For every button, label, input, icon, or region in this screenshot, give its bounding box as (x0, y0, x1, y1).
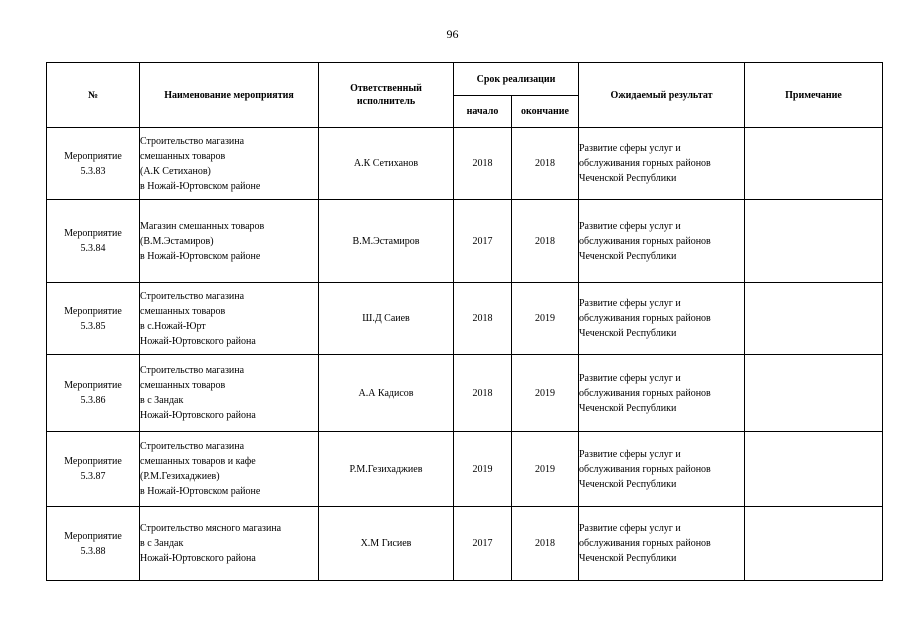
expected-result-cell-line: Развитие сферы услуг и (579, 220, 681, 232)
table-row (47, 200, 883, 283)
activity-number-cell-line: 5.3.83 (80, 165, 106, 177)
header-number: № (47, 63, 140, 128)
activity-name-cell (140, 355, 319, 432)
expected-result-cell (579, 432, 745, 507)
table-row (47, 507, 883, 581)
end-year-cell: 2019 (512, 355, 579, 432)
activity-name-cell-line: смешанных товаров (140, 305, 226, 317)
activity-name-cell-line: (В.М.Эстамиров) (140, 235, 214, 247)
activity-name-cell (140, 432, 319, 507)
start-year-cell: 2018 (454, 283, 512, 355)
table-row (47, 283, 883, 355)
note-cell (745, 432, 883, 507)
header-activity-name: Наименование мероприятия (140, 63, 319, 128)
activity-name-cell-line: (Р.М.Гезихаджиев) (140, 471, 220, 482)
activity-number-cell-line: Мероприятие (64, 305, 122, 317)
activity-name-cell-line: в с.Ножай-Юрт (140, 320, 206, 332)
expected-result-cell-line: Развитие сферы услуг и (579, 372, 681, 384)
responsible-cell: А.К Сетиханов (319, 128, 454, 200)
responsible-cell: В.М.Эстамиров (319, 200, 454, 283)
expected-result-cell-line: обслуживания горных районов (579, 313, 711, 324)
expected-result-cell (579, 507, 745, 581)
expected-result-cell-line: Развитие сферы услуг и (579, 523, 681, 534)
expected-result-cell-line: обслуживания горных районов (579, 538, 711, 549)
activity-number-cell-line: 5.3.84 (80, 243, 106, 254)
note-cell (745, 200, 883, 283)
expected-result-cell (579, 128, 745, 200)
header-responsible (319, 63, 454, 128)
activity-number-cell-line: Мероприятие (64, 530, 122, 542)
end-year-cell: 2018 (512, 128, 579, 200)
header-period: Срок реализации (454, 63, 579, 96)
table-row (47, 432, 883, 507)
table-row (47, 355, 883, 432)
activity-number-cell-line: Мероприятие (64, 150, 122, 162)
note-cell (745, 283, 883, 355)
activity-number-cell (47, 432, 140, 507)
activity-name-cell-line: Строительство магазина (140, 135, 245, 147)
expected-result-cell-line: обслуживания горных районов (579, 158, 711, 169)
expected-result-cell-line: Чеченской Республики (579, 250, 677, 262)
responsible-cell: Р.М.Гезихаджиев (319, 432, 454, 507)
activity-number-cell-line: 5.3.88 (80, 545, 106, 557)
expected-result-cell-line: Чеченской Республики (579, 478, 677, 490)
expected-result-cell-line: обслуживания горных районов (579, 463, 711, 475)
header-responsible-line1: Ответственный (350, 83, 422, 94)
expected-result-cell-line: Чеченской Республики (579, 328, 677, 339)
activity-number-cell (47, 355, 140, 432)
start-year-cell: 2018 (454, 128, 512, 200)
activity-name-cell-line: смешанных товаров и кафе (140, 456, 256, 467)
activity-number-cell-line: 5.3.86 (80, 395, 106, 406)
activity-name-cell-line: Ножай-Юртовского района (140, 553, 256, 564)
expected-result-cell-line: Развитие сферы услуг и (579, 448, 681, 460)
expected-result-cell-line: Чеченской Республики (579, 173, 677, 184)
activity-name-cell-line: (А.К Сетиханов) (140, 165, 211, 177)
expected-result-cell-line: Чеченской Республики (579, 553, 677, 564)
responsible-cell: Х.М Гисиев (319, 507, 454, 581)
activity-name-cell (140, 507, 319, 581)
activity-number-cell-line: 5.3.87 (80, 471, 106, 482)
activity-number-cell (47, 283, 140, 355)
table-row (47, 128, 883, 200)
activity-number-cell-line: Мероприятие (64, 456, 122, 467)
end-year-cell: 2018 (512, 507, 579, 581)
activity-name-cell-line: Строительство мясного магазина (140, 523, 282, 534)
activity-name-cell (140, 128, 319, 200)
expected-result-cell-line: Развитие сферы услуг и (579, 143, 681, 154)
activity-number-cell (47, 128, 140, 200)
page-number: 96 (446, 27, 459, 41)
activity-name-cell-line: Магазин смешанных товаров (140, 220, 265, 232)
header-note: Примечание (745, 63, 883, 128)
end-year-cell: 2018 (512, 200, 579, 283)
header-start: начало (454, 96, 512, 128)
activity-number-cell-line: Мероприятие (64, 380, 122, 391)
expected-result-cell (579, 200, 745, 283)
note-cell (745, 128, 883, 200)
activity-number-cell-line: 5.3.85 (80, 320, 106, 332)
header-responsible-line2: исполнитель (356, 96, 416, 107)
start-year-cell: 2019 (454, 432, 512, 507)
expected-result-cell-line: Чеченской Республики (579, 402, 677, 414)
activity-name-cell-line: Ножай-Юртовского района (140, 410, 256, 421)
start-year-cell: 2018 (454, 355, 512, 432)
activity-name-cell-line: Ножай-Юртовского района (140, 335, 256, 347)
activity-number-cell (47, 200, 140, 283)
activity-name-cell-line: смешанных товаров (140, 380, 226, 391)
expected-result-cell (579, 355, 745, 432)
activity-name-cell-line: в Ножай-Юртовском районе (140, 486, 261, 497)
activities-table (46, 62, 883, 581)
activity-name-cell-line: смешанных товаров (140, 150, 226, 162)
expected-result-cell-line: обслуживания горных районов (579, 235, 711, 247)
activity-name-cell-line: в с Зандак (140, 538, 184, 549)
end-year-cell: 2019 (512, 283, 579, 355)
activity-name-cell-line: в Ножай-Юртовском районе (140, 250, 261, 262)
expected-result-cell (579, 283, 745, 355)
activity-name-cell-line: в Ножай-Юртовском районе (140, 180, 261, 192)
expected-result-cell-line: Развитие сферы услуг и (579, 298, 681, 309)
activity-name-cell-line: Строительство магазина (140, 441, 245, 452)
note-cell (745, 355, 883, 432)
activity-number-cell (47, 507, 140, 581)
header-expected-result: Ожидаемый результат (579, 63, 745, 128)
activity-name-cell-line: Строительство магазина (140, 365, 245, 376)
end-year-cell: 2019 (512, 432, 579, 507)
table-header-row (47, 63, 883, 96)
activity-name-cell-line: в с Зандак (140, 395, 184, 406)
activity-name-cell-line: Строительство магазина (140, 290, 245, 302)
table-body (47, 128, 883, 581)
start-year-cell: 2017 (454, 507, 512, 581)
activity-number-cell-line: Мероприятие (64, 228, 122, 239)
responsible-cell: А.А Кадисов (319, 355, 454, 432)
activity-name-cell (140, 200, 319, 283)
start-year-cell: 2017 (454, 200, 512, 283)
expected-result-cell-line: обслуживания горных районов (579, 387, 711, 399)
responsible-cell: Ш.Д Саиев (319, 283, 454, 355)
header-end: окончание (512, 96, 579, 128)
note-cell (745, 507, 883, 581)
activity-name-cell (140, 283, 319, 355)
